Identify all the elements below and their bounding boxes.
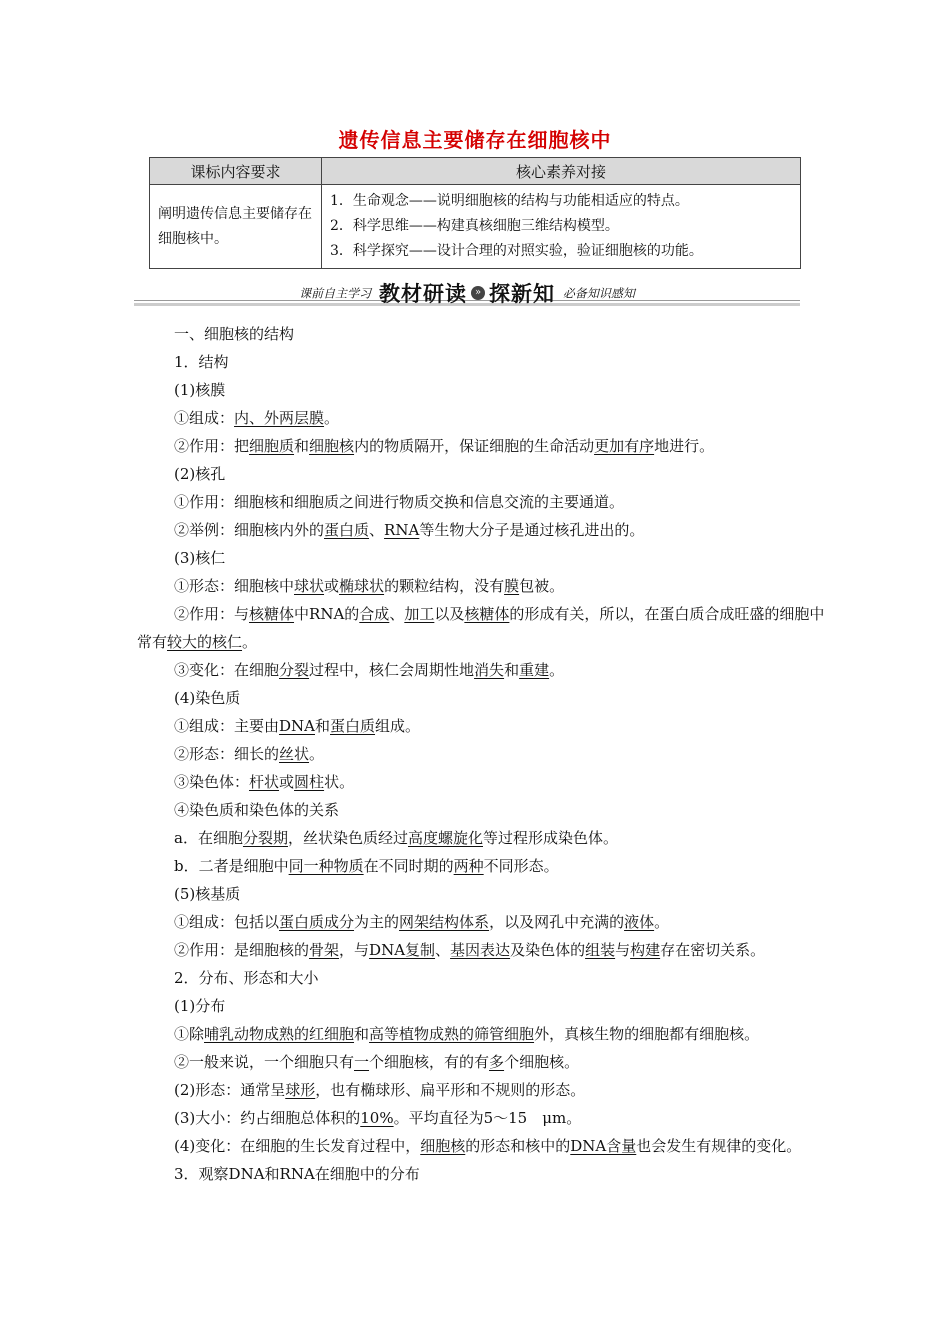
competency-item: 3．科学探究——设计合理的对照实验，验证细胞核的功能。 (330, 243, 703, 259)
text-line: ②举例：细胞核内外的蛋白质、RNA等生物大分子是通过核孔进出的。 (174, 521, 645, 539)
competency-item: 1．生命观念——说明细胞核的结构与功能相适应的特点。 (330, 193, 689, 209)
text-line: ①组成：包括以蛋白质成分为主的网架结构体系，以及网孔中充满的液体。 (174, 913, 670, 931)
text-line: a．在细胞分裂期，丝状染色质经过高度螺旋化等过程形成染色体。 (174, 829, 619, 847)
item-heading: (3)核仁 (174, 549, 226, 567)
subsection-heading: 1．结构 (174, 353, 229, 371)
fill-blank: 消失 (474, 661, 505, 679)
competency-cell (322, 185, 801, 269)
fill-blank: 核糖体 (464, 605, 510, 623)
fill-blank: DNA (279, 717, 315, 735)
fill-blank: 细胞核 (309, 437, 355, 455)
fill-blank: 两种 (453, 857, 484, 875)
page-title: 遗传信息主要储存在细胞核中 (338, 128, 612, 152)
text-line: (2)形态：通常呈球形，也有椭球形、扁平形和不规则的形态。 (174, 1081, 586, 1099)
text-line: ②作用：与核糖体中RNA的合成、加工以及核糖体的形成有关，所以，在蛋白质合成旺盛的细胞中常有较大的核仁。 (137, 605, 825, 651)
text-line: b．二者是细胞中同一种物质在不同时期的两种不同形态。 (174, 857, 559, 875)
item-heading: (5)核基质 (174, 885, 241, 903)
fill-blank: 更加有序 (594, 437, 655, 455)
item-heading: (4)染色质 (174, 689, 241, 707)
item-heading: (1)分布 (174, 997, 226, 1015)
fill-blank: 加工 (404, 605, 435, 623)
fill-blank: 液体 (624, 913, 655, 931)
text-line: ④染色质和染色体的关系 (174, 801, 340, 819)
fill-blank: DNA含量 (570, 1137, 637, 1155)
section-heading: 一、细胞核的结构 (174, 325, 295, 343)
fill-blank: 较大的核仁 (167, 633, 243, 651)
fill-blank: 核糖体 (249, 605, 295, 623)
fill-blank: 哺乳动物成熟的红细胞 (204, 1025, 355, 1043)
banner-title-1: 教材研读 (379, 282, 467, 306)
fill-blank: 10% (360, 1109, 394, 1127)
standards-table (149, 157, 801, 269)
banner-left-label: 课前自主学习 (299, 286, 372, 301)
text-line: ①作用：细胞核和细胞质之间进行物质交换和信息交流的主要通道。 (174, 493, 625, 511)
fill-blank: 分裂期 (242, 829, 288, 847)
fill-blank: 蛋白质成分 (279, 913, 355, 931)
banner-arrow-icon: » (471, 286, 485, 300)
text-line: ②作用：是细胞核的骨架，与DNA复制、基因表达及染色体的组装与构建存在密切关系。 (174, 941, 766, 959)
fill-blank: 杆状 (249, 773, 280, 791)
text-line: ③变化：在细胞分裂过程中，核仁会周期性地消失和重建。 (174, 661, 565, 679)
banner-title-2: 探新知 (489, 282, 555, 306)
fill-blank: 一 (354, 1053, 370, 1071)
text-line: ①组成：内、外两层膜。 (174, 409, 340, 427)
table-header-requirements: 课标内容要求 (150, 158, 322, 185)
main-content (137, 320, 827, 1188)
fill-blank: 多 (489, 1053, 505, 1071)
fill-blank: 网架结构体系 (399, 913, 490, 931)
fill-blank: RNA (384, 521, 420, 539)
fill-blank: 构建 (630, 941, 661, 959)
fill-blank: 基因表达 (450, 941, 511, 959)
table-header-competencies: 核心素养对接 (322, 158, 801, 185)
fill-blank: 内、外两层膜 (234, 409, 325, 427)
subsection-heading: 2．分布、形态和大小 (174, 969, 319, 987)
text-line: (4)变化：在细胞的生长发育过程中，细胞核的形态和核中的DNA含量也会发生有规律的变化。 (174, 1137, 802, 1155)
subsection-heading: 3．观察DNA和RNA在细胞中的分布 (174, 1165, 420, 1183)
fill-blank: 椭球状 (339, 577, 385, 595)
requirement-cell: 阐明遗传信息主要储存在细胞核中。 (150, 185, 322, 269)
text-line: ③染色体：杆状或圆柱状。 (174, 773, 355, 791)
item-heading: (2)核孔 (174, 465, 226, 483)
fill-blank: 蛋白质 (330, 717, 376, 735)
text-line: ②形态：细长的丝状。 (174, 745, 325, 763)
text-line: ②一般来说，一个细胞只有一个细胞核，有的有多个细胞核。 (174, 1053, 580, 1071)
fill-blank: 丝状 (279, 745, 310, 763)
fill-blank: 细胞核 (420, 1137, 466, 1155)
text-line: ①组成：主要由DNA和蛋白质组成。 (174, 717, 421, 735)
fill-blank: 球形 (285, 1081, 316, 1099)
fill-blank: 高度螺旋化 (407, 829, 483, 847)
fill-blank: 高等植物成熟的筛管细胞 (369, 1025, 535, 1043)
competency-item: 2．科学思维——构建真核细胞三维结构模型。 (330, 218, 619, 234)
fill-blank: 球状 (294, 577, 325, 595)
text-line: ①除哺乳动物成熟的红细胞和高等植物成熟的筛管细胞外，真核生物的细胞都有细胞核。 (174, 1025, 760, 1043)
fill-blank: 重建 (519, 661, 550, 679)
fill-blank: 蛋白质 (324, 521, 370, 539)
banner-right-label: 必备知识感知 (562, 286, 635, 301)
text-line: ②作用：把细胞质和细胞核内的物质隔开，保证细胞的生命活动更加有序地进行。 (174, 437, 715, 455)
fill-blank: 组装 (585, 941, 616, 959)
text-line: ①形态：细胞核中球状或椭球状的颗粒结构，没有膜包被。 (174, 577, 565, 595)
fill-blank: 同一种物质 (288, 857, 364, 875)
fill-blank: 骨架 (309, 941, 340, 959)
fill-blank: 合成 (359, 605, 390, 623)
section-banner (134, 278, 800, 308)
fill-blank: 分裂 (279, 661, 310, 679)
text-line: (3)大小：约占细胞总体积的10%。平均直径为5～15 μm。 (174, 1109, 582, 1127)
fill-blank: 膜 (504, 577, 520, 595)
item-heading: (1)核膜 (174, 381, 226, 399)
fill-blank: 细胞质 (249, 437, 295, 455)
fill-blank: DNA复制 (369, 941, 436, 959)
fill-blank: 圆柱 (294, 773, 325, 791)
